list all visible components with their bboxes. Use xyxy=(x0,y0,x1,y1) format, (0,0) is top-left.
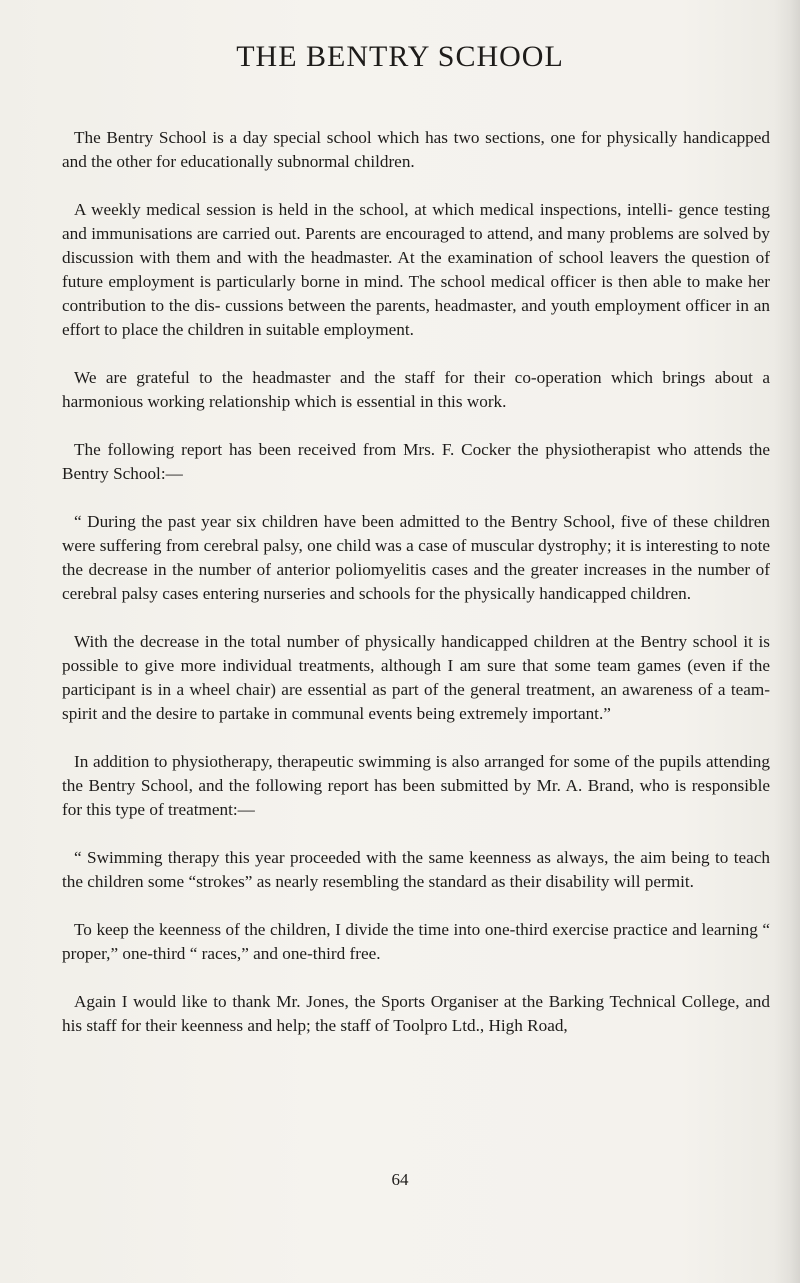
paragraph-physiotherapist-intro: The following report has been received from Mrs. F. Cocker the physiotherapist who attends the Bentry School:— xyxy=(62,440,770,483)
paragraph-physio-report-1: “ During the past year six children have been admitted to the Bentry School, five of these children were suffering from cerebral palsy, one child was a case of muscular dystrophy; it is interesting to note the decrease in the number of anterior poliomyelitis cases and the greater increases in the number of cerebral palsy cases entering nurseries and schools for the physically handicapped children. xyxy=(62,512,770,603)
paragraph-medical-session: A weekly medical session is held in the school, at which medical inspections, intelli- gence testing and immunisations are carried out. Parents are encouraged to attend, and many problems are solved by discussion with them and with the headmaster. At the examination of school leavers the question of future employment is particularly borne in mind. The school medical officer is then able to make her contribution to the dis- cussions between the parents, headmaster, and youth employment officer in an effort to place the children in suitable employment. xyxy=(62,200,770,339)
paragraph-gratitude: We are grateful to the headmaster and the staff for their co-operation which brings about a harmonious working relationship which is essential in this work. xyxy=(62,368,770,411)
paragraph-swimming-report-2: To keep the keenness of the children, I divide the time into one-third exercise practice and learning “ proper,” one-third “ races,” and one-third free. xyxy=(62,920,770,963)
page-title: THE BENTRY SCHOOL xyxy=(236,40,564,73)
paragraph-physio-report-2: With the decrease in the total number of physically handicapped children at the Bentry school it is possible to give more individual treatments, although I am sure that some team games (even if the participant is in a wheel chair) are essential as part of the general treatment, an awareness of a team-spirit and the desire to partake in communal events being extremely important.” xyxy=(62,632,770,723)
paragraph-swimming-intro: In addition to physiotherapy, therapeutic swimming is also arranged for some of the pupils attending the Bentry School, and the following report has been submitted by Mr. A. Brand, who is responsible for this type of treatment:— xyxy=(62,752,770,819)
page-edge-shadow xyxy=(774,0,800,1283)
paragraph-swimming-report-1: “ Swimming therapy this year proceeded with the same keenness as always, the aim being to teach the children some “strokes” as nearly resembling the standard as their disability will permit. xyxy=(62,848,770,891)
page-number: 64 xyxy=(391,1170,409,1189)
paragraph-school-description: The Bentry School is a day special school which has two sections, one for physically handicapped and the other for educationally subnormal children. xyxy=(62,128,770,171)
body-text xyxy=(62,126,770,1062)
paragraph-swimming-report-3: Again I would like to thank Mr. Jones, the Sports Organiser at the Barking Technical College, and his staff for their keenness and help; the staff of Toolpro Ltd., High Road, xyxy=(62,992,770,1035)
